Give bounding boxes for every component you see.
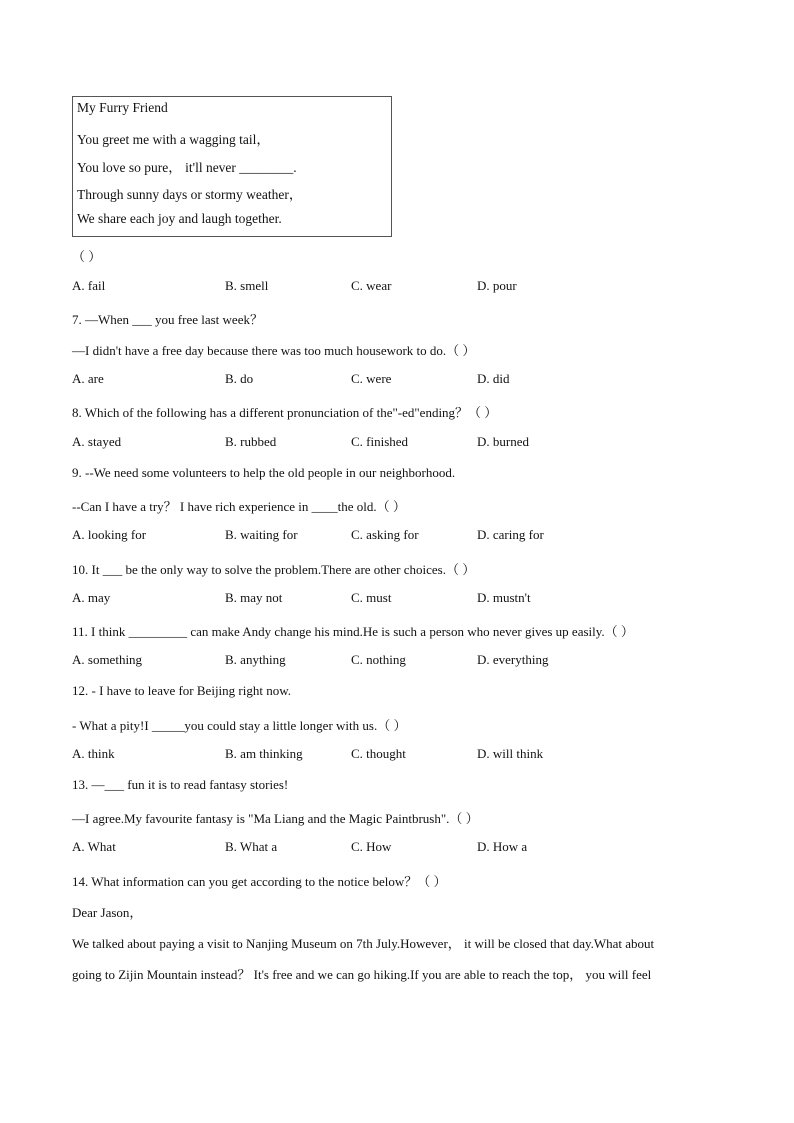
option-d: D. everything [477,652,549,667]
option-d: D. mustn't [477,590,531,605]
poem-title: My Furry Friend [77,100,168,115]
poem-line: You love so pure， it'll never ________. [77,160,297,175]
poem-box [72,96,392,237]
question-stem: 7. —When ___ you free last week？ [72,312,263,327]
option-d: D. caring for [477,527,544,542]
option-b: B. anything [225,652,286,667]
option-c: C. were [351,371,392,386]
option-d: D. did [477,371,510,386]
option-b: B. waiting for [225,527,298,542]
option-a: A. What [72,839,116,854]
question-stem: 12. - I have to leave for Beijing right now. [72,683,292,698]
question-stem: 13. —___ fun it is to read fantasy stories! [72,777,289,792]
option-a: A. something [72,652,143,667]
option-b: B. do [225,371,254,386]
option-c: C. thought [351,746,406,761]
poem-line: You greet me with a wagging tail， [77,132,270,147]
option-a: A. may [72,590,111,605]
poem-line: Through sunny days or stormy weather， [77,187,303,202]
poem-line: We share each joy and laugh together. [77,211,282,226]
option-a: A. stayed [72,434,122,449]
option-c: C. finished [351,434,409,449]
question-stem: 10. It ___ be the only way to solve the problem.There are other choices.（ ） [72,562,476,577]
question-stem: —I agree.My favourite fantasy is "Ma Liang and the Magic Paintbrush".（ ） [72,811,479,826]
question-stem: —I didn't have a free day because there was too much housework to do.（ ） [72,343,476,358]
letter-body-line: going to Zijin Mountain instead？ It's free and we can go hiking.If you are able to reach the top， you will feel [72,967,652,982]
option-c: C. wear [351,278,392,293]
option-b: B. am thinking [225,746,303,761]
question-stem: - What a pity!I _____you could stay a little longer with us.（ ） [72,718,407,733]
option-a: A. are [72,371,104,386]
option-b: B. What a [225,839,278,854]
option-c: C. must [351,590,392,605]
option-b: B. may not [225,590,283,605]
option-d: D. How a [477,839,528,854]
answer-paren: （ ） [72,249,102,264]
option-c: C. asking for [351,527,419,542]
option-d: D. will think [477,746,544,761]
option-a: A. fail [72,278,106,293]
question-stem: 9. --We need some volunteers to help the old people in our neighborhood. [72,465,456,480]
option-a: A. looking for [72,527,147,542]
question-stem: 14. What information can you get according to the notice below？（ ） [72,874,447,889]
option-d: D. pour [477,278,517,293]
question-stem: 8. Which of the following has a different pronunciation of the"-ed"ending？（ ） [72,405,498,420]
letter-salutation: Dear Jason， [72,905,143,920]
question-stem: --Can I have a try？ I have rich experience in ____the old.（ ） [72,499,406,514]
option-c: C. nothing [351,652,406,667]
option-d: D. burned [477,434,529,449]
option-a: A. think [72,746,115,761]
question-stem: 11. I think _________ can make Andy change his mind.He is such a person who never gives up easily.（ ） [72,624,634,639]
option-b: B. smell [225,278,269,293]
letter-body-line: We talked about paying a visit to Nanjing Museum on 7th July.However， it will be closed that day.What about [72,936,655,951]
option-c: C. How [351,839,392,854]
option-b: B. rubbed [225,434,277,449]
